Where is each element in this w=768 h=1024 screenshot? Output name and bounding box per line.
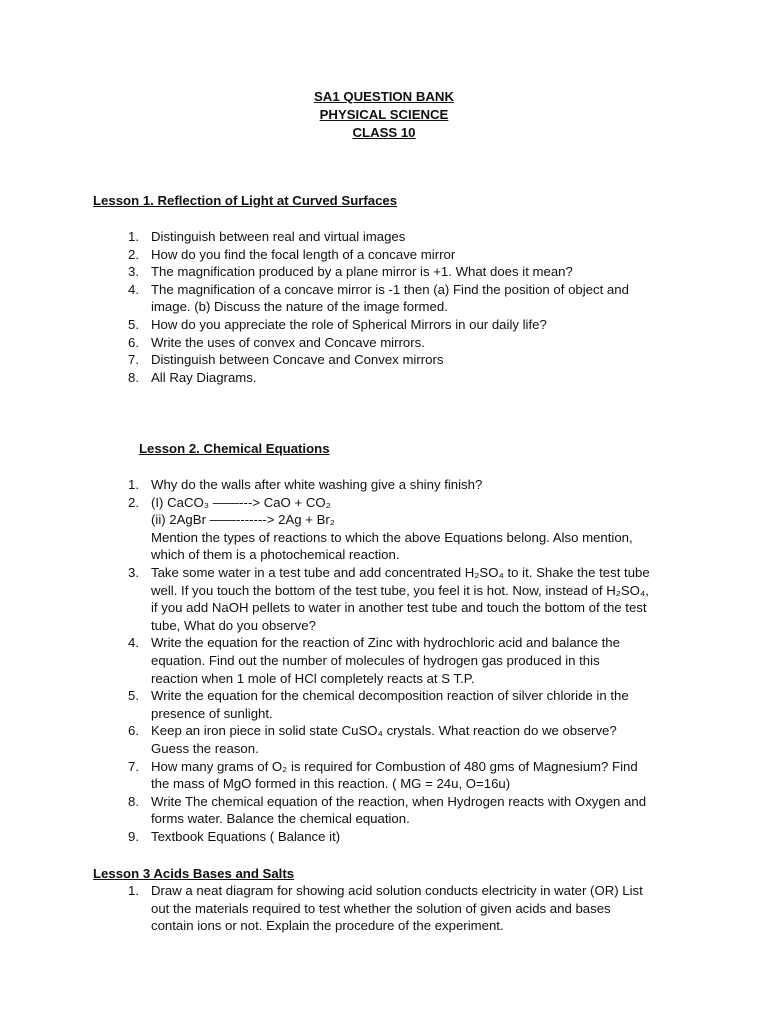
question-text	[151, 722, 685, 757]
question-item	[105, 494, 685, 564]
question-line: How do you find the focal length of a concave mirror	[151, 246, 456, 262]
question-text	[151, 228, 685, 246]
question-item	[105, 634, 685, 687]
question-line: Why do the walls after white washing give a shiny finish?	[151, 477, 483, 492]
header-class: CLASS 10	[352, 125, 416, 140]
question-line: (I) CaCO₃ ——---> CaO + CO₂	[151, 494, 331, 510]
question-number: 9.	[128, 828, 139, 844]
question-item	[105, 793, 685, 828]
lesson2-question-list	[105, 476, 685, 845]
question-line: forms water. Balance the chemical equation.	[151, 811, 410, 827]
question-line: tube, What do you observe?	[151, 617, 316, 633]
question-text	[151, 793, 685, 828]
question-number: 2.	[128, 494, 139, 510]
lesson3-question-list	[105, 882, 685, 935]
question-line: equation. Find out the number of molecules of hydrogen gas produced in this	[151, 652, 600, 668]
question-text	[151, 263, 685, 281]
question-line: contain ions or not. Explain the procedure of the experiment.	[151, 918, 504, 934]
question-text	[151, 334, 685, 352]
lesson2-title: Lesson 2. Chemical Equations	[139, 441, 330, 456]
question-line: Write The chemical equation of the reaction, when Hydrogen reacts with Oxygen and	[151, 793, 647, 809]
question-text	[151, 316, 685, 334]
question-item	[105, 369, 685, 387]
question-text	[151, 564, 685, 634]
question-text	[151, 634, 685, 687]
question-line: Textbook Equations ( Balance it)	[151, 828, 341, 844]
question-line: Write the equation for the chemical decomposition reaction of silver chloride in the	[151, 688, 629, 704]
question-line: Keep an iron piece in solid state CuSO₄ crystals. What reaction do we observe?	[151, 723, 617, 739]
question-number: 4.	[128, 281, 139, 297]
question-item	[105, 758, 685, 793]
question-line: How do you appreciate the role of Spherical Mirrors in our daily life?	[151, 316, 547, 332]
question-line: Draw a neat diagram for showing acid solution conducts electricity in water (OR) List	[151, 883, 643, 898]
question-text	[151, 828, 685, 846]
question-line: reaction when 1 mole of HCl completely reacts at S T.P.	[151, 670, 475, 686]
lesson1-question-list	[105, 228, 685, 386]
question-line: The magnification of a concave mirror is -1 then (a) Find the position of object and	[151, 281, 629, 297]
question-text	[151, 687, 685, 722]
question-text	[151, 281, 685, 316]
question-number: 3.	[128, 264, 139, 280]
lesson1-title: Lesson 1. Reflection of Light at Curved Surfaces	[93, 193, 398, 208]
lesson3-title: Lesson 3 Acids Bases and Salts	[93, 866, 295, 881]
header-title: SA1 QUESTION BANK	[314, 89, 454, 104]
question-line: Take some water in a test tube and add concentrated H₂SO₄ to it. Shake the test tube	[151, 564, 650, 580]
document-header	[0, 88, 768, 142]
question-number: 1.	[128, 477, 139, 492]
question-number: 1.	[128, 883, 139, 898]
question-item	[105, 564, 685, 634]
question-text	[151, 351, 685, 369]
question-item	[105, 334, 685, 352]
question-line: Guess the reason.	[151, 740, 259, 756]
question-item	[105, 246, 685, 264]
question-line: Write the equation for the reaction of Zinc with hydrochloric acid and balance the	[151, 635, 620, 651]
question-text	[151, 494, 685, 564]
question-item	[105, 351, 685, 369]
question-line: presence of sunlight.	[151, 705, 273, 721]
question-item	[105, 882, 685, 935]
question-line: How many grams of O₂ is required for Combustion of 480 gms of Magnesium? Find	[151, 758, 638, 774]
question-number: 6.	[128, 334, 139, 350]
question-number: 1.	[128, 229, 139, 244]
question-text	[151, 882, 685, 935]
question-line: which of them is a photochemical reaction.	[151, 547, 400, 563]
question-line: the mass of MgO formed in this reaction. ( MG = 24u, O=16u)	[151, 776, 511, 792]
question-item	[105, 228, 685, 246]
question-number: 5.	[128, 316, 139, 332]
question-item	[105, 316, 685, 334]
question-line: (ii) 2AgBr ——-------> 2Ag + Br₂	[151, 512, 335, 528]
question-item	[105, 263, 685, 281]
question-number: 6.	[128, 723, 139, 739]
question-number: 7.	[128, 352, 139, 368]
question-number: 8.	[128, 793, 139, 809]
question-line: Write the uses of convex and Concave mirrors.	[151, 334, 425, 350]
question-item	[105, 722, 685, 757]
question-line: Mention the types of reactions to which the above Equations belong. Also mention,	[151, 529, 633, 545]
question-item	[105, 281, 685, 316]
question-item	[105, 828, 685, 846]
question-number: 4.	[128, 635, 139, 651]
question-line: All Ray Diagrams.	[151, 369, 257, 385]
question-line: image. (b) Discuss the nature of the image formed.	[151, 299, 448, 315]
question-line: Distinguish between Concave and Convex mirrors	[151, 352, 444, 368]
question-number: 7.	[128, 758, 139, 774]
question-line: well. If you touch the bottom of the test tube, you feel it is hot. Now, instead of H₂SO₄,	[151, 582, 649, 598]
question-item	[105, 687, 685, 722]
question-line: if you add NaOH pellets to water in another test tube and touch the bottom of the test	[151, 600, 647, 616]
question-number: 2.	[128, 246, 139, 262]
question-line: The magnification produced by a plane mirror is +1. What does it mean?	[151, 264, 573, 280]
question-number: 3.	[128, 564, 139, 580]
question-number: 8.	[128, 369, 139, 385]
question-text	[151, 246, 685, 264]
question-line: Distinguish between real and virtual images	[151, 229, 406, 244]
header-subject: PHYSICAL SCIENCE	[319, 107, 449, 122]
question-text	[151, 758, 685, 793]
question-number: 5.	[128, 688, 139, 704]
question-item	[105, 476, 685, 494]
question-line: out the materials required to test whether the solution of given acids and bases	[151, 900, 611, 916]
question-text	[151, 369, 685, 387]
question-text	[151, 476, 685, 494]
